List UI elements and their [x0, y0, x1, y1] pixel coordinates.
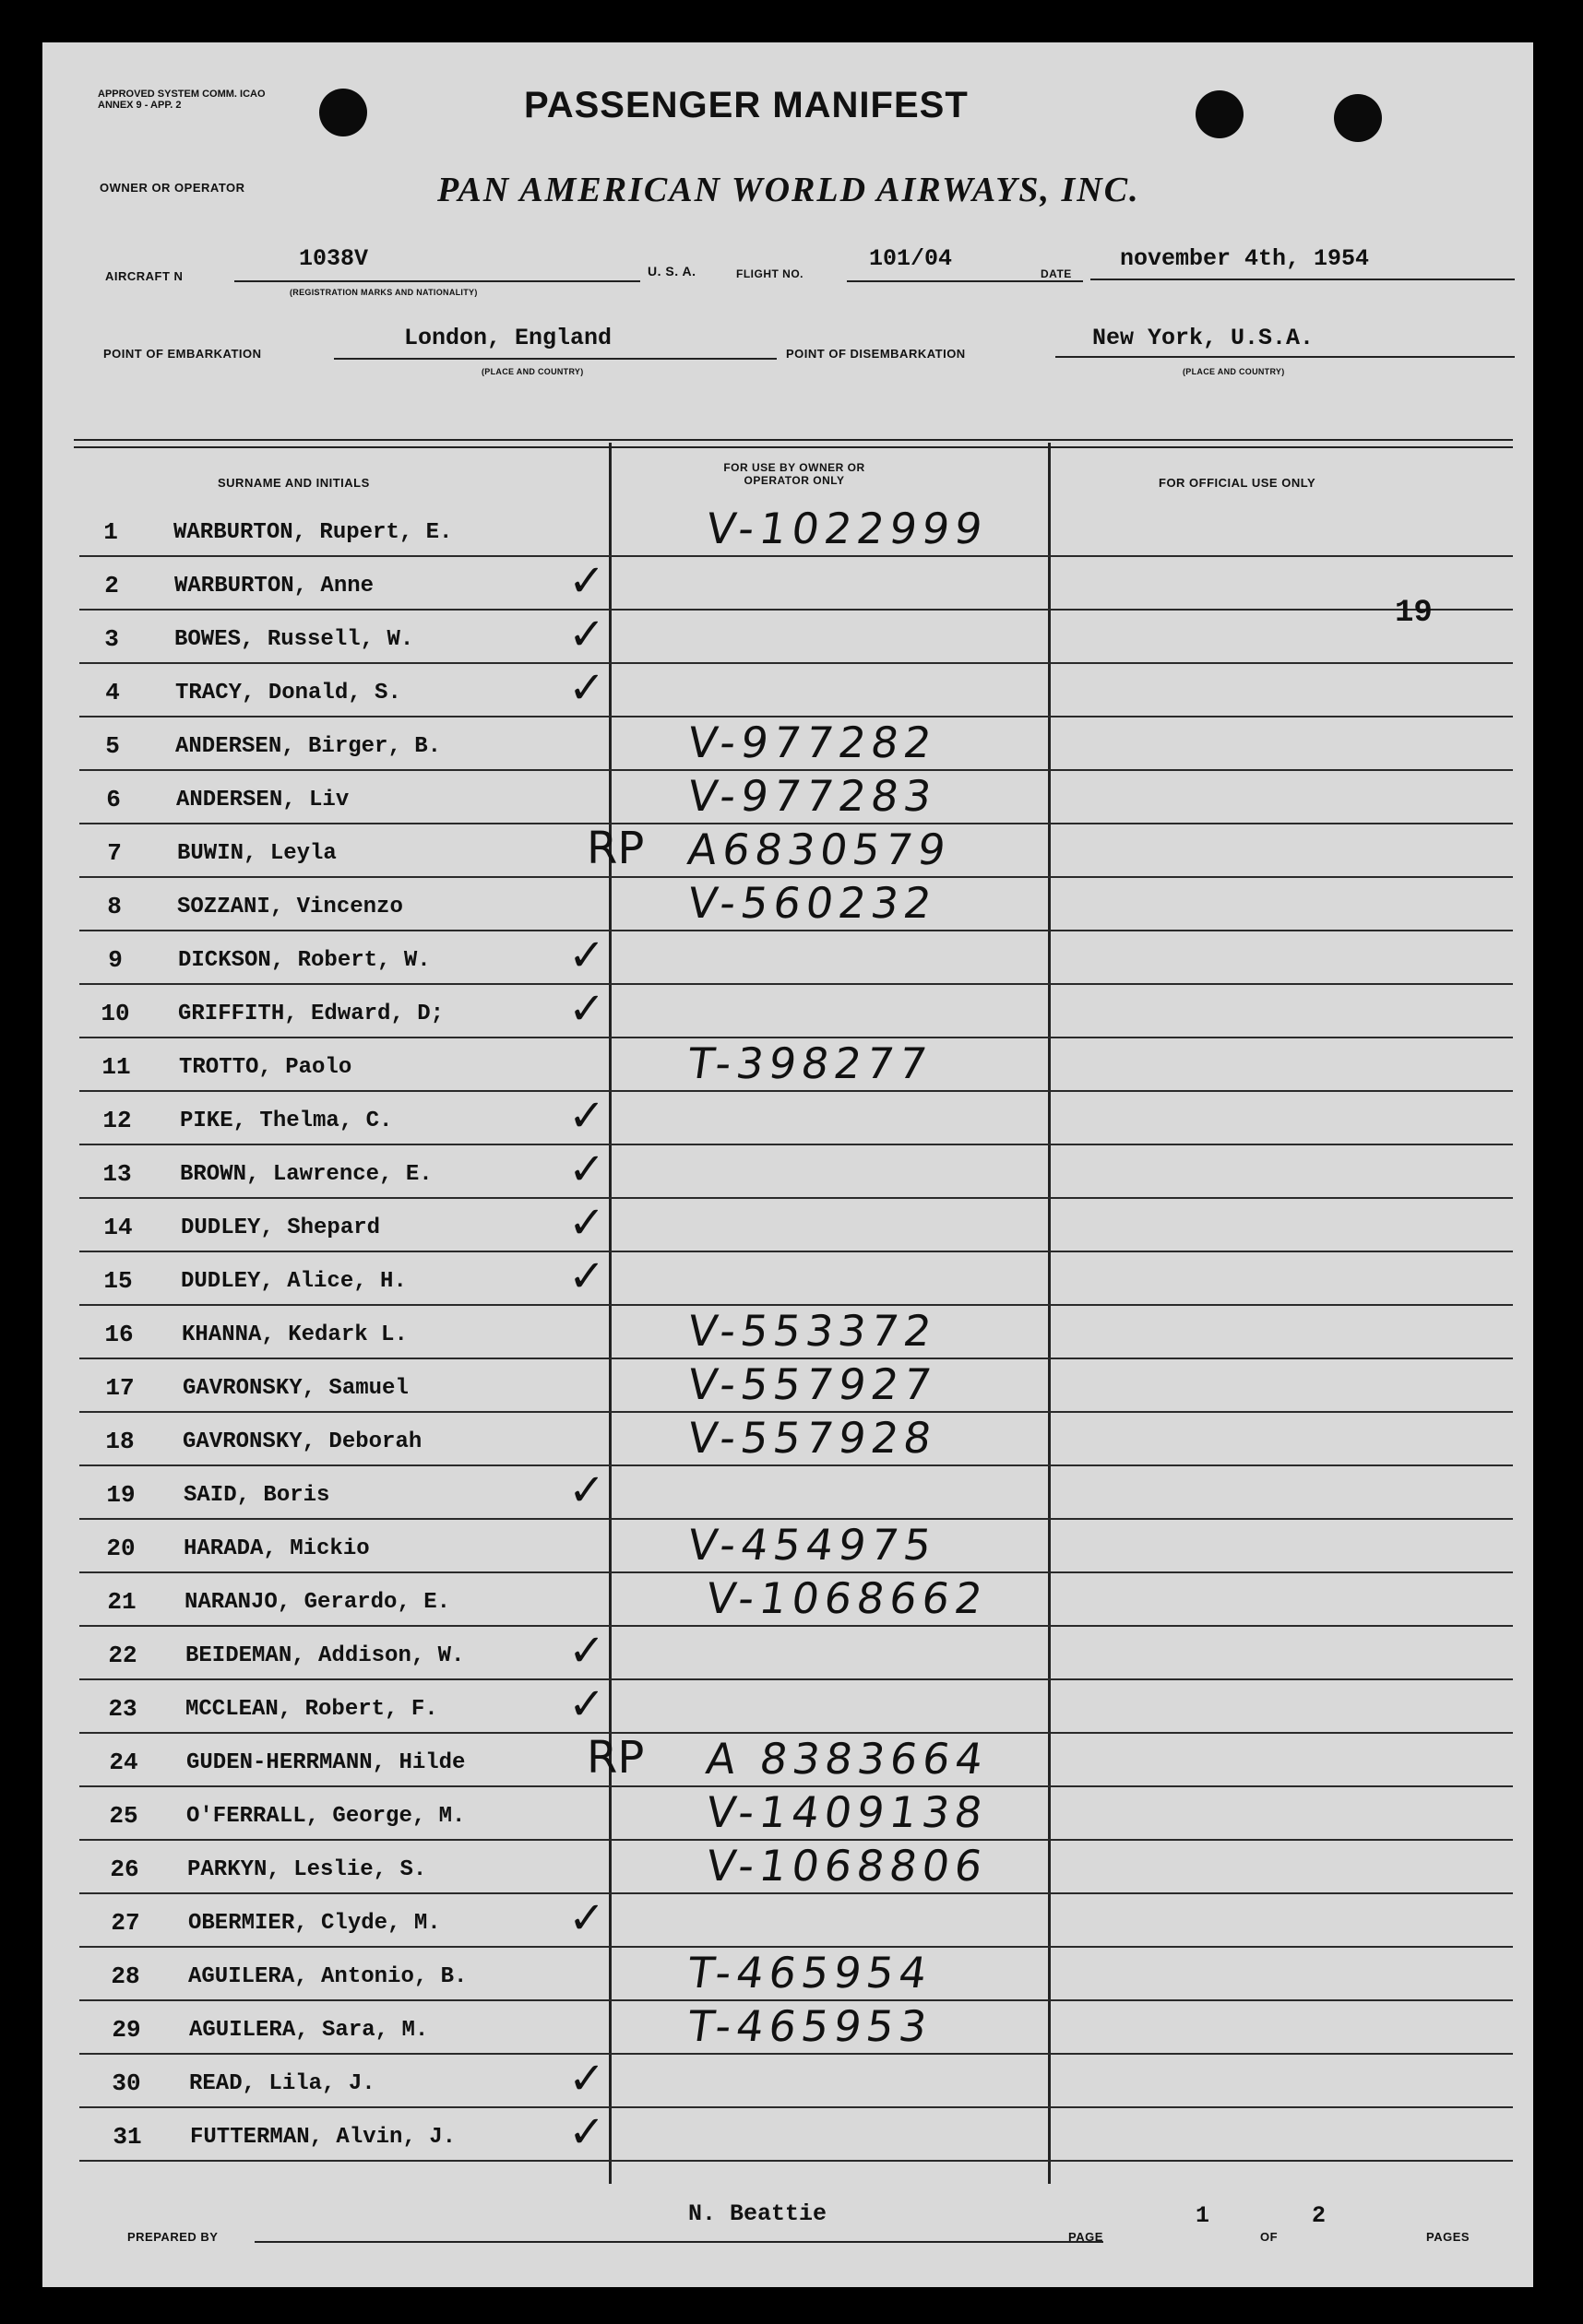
- passenger-name: WARBURTON, Rupert, E.: [173, 520, 453, 545]
- passport-number: V-1022999: [703, 504, 992, 553]
- passenger-number: 20: [106, 1535, 136, 1562]
- col-official-header: FOR OFFICIAL USE ONLY: [1159, 476, 1316, 490]
- aircraft-number: 1038V: [299, 245, 369, 272]
- row-rule: [79, 983, 1513, 985]
- passenger-number: 11: [101, 1053, 131, 1081]
- check-mark-icon: ✓: [568, 1090, 606, 1142]
- passenger-number: 24: [109, 1749, 138, 1776]
- rp-annotation: RP: [587, 1732, 645, 1784]
- passenger-number: 6: [106, 786, 121, 813]
- check-mark-icon: ✓: [568, 1251, 606, 1302]
- row-rule: [79, 1625, 1513, 1627]
- passenger-number: 27: [111, 1909, 140, 1937]
- disembarkation-label: POINT OF DISEMBARKATION: [786, 347, 966, 361]
- passenger-name: PIKE, Thelma, C.: [180, 1109, 393, 1133]
- rp-annotation: RP: [587, 823, 645, 874]
- passenger-number: 15: [103, 1267, 133, 1295]
- row-rule: [79, 1892, 1513, 1894]
- passenger-number: 9: [108, 946, 123, 974]
- airline-name: PAN AMERICAN WORLD AIRWAYS, INC.: [437, 171, 1140, 209]
- passenger-number: 8: [107, 893, 122, 920]
- passport-number: V-553372: [684, 1306, 940, 1356]
- prepared-by-name: N. Beattie: [688, 2200, 827, 2227]
- passenger-name: GAVRONSKY, Deborah: [183, 1429, 423, 1454]
- owner-label: OWNER OR OPERATOR: [100, 181, 245, 195]
- passenger-number: 7: [107, 839, 122, 867]
- row-rule: [79, 662, 1513, 664]
- row-rule: [79, 1090, 1513, 1092]
- check-mark-icon: ✓: [568, 1625, 606, 1677]
- passport-number: V-1068662: [703, 1573, 992, 1623]
- row-rule: [79, 1197, 1513, 1199]
- row-rule: [79, 2106, 1513, 2108]
- date-label: DATE: [1041, 267, 1072, 280]
- punch-hole-right-2: [1334, 94, 1382, 142]
- passenger-number: 3: [104, 625, 119, 653]
- passenger-name: TROTTO, Paolo: [179, 1055, 352, 1080]
- check-mark-icon: ✓: [568, 1892, 606, 1944]
- aircraft-label: AIRCRAFT N: [105, 269, 184, 283]
- prepared-by-label: PREPARED BY: [127, 2230, 219, 2244]
- passenger-name: GRIFFITH, Edward, D;: [178, 1002, 445, 1026]
- passenger-name: BOWES, Russell, W.: [174, 627, 414, 652]
- of-label: OF: [1260, 2230, 1279, 2244]
- check-mark-icon: ✓: [568, 930, 606, 981]
- passenger-name: HARADA, Mickio: [184, 1536, 370, 1561]
- passenger-name: ANDERSEN, Birger, B.: [175, 734, 442, 759]
- passport-number: V-454975: [684, 1520, 940, 1570]
- official-count: 19: [1395, 596, 1433, 631]
- passport-number: V-560232: [684, 878, 940, 928]
- passenger-name: BUWIN, Leyla: [177, 841, 337, 866]
- passenger-number: 5: [105, 732, 120, 760]
- passenger-name: AGUILERA, Antonio, B.: [188, 1964, 468, 1989]
- passenger-name: DUDLEY, Shepard: [181, 1215, 381, 1240]
- check-mark-icon: ✓: [568, 1144, 606, 1195]
- passport-number: V-1409138: [703, 1787, 992, 1837]
- passenger-name: READ, Lila, J.: [189, 2071, 375, 2096]
- column-divider-2: [1048, 443, 1051, 2184]
- row-rule: [79, 1678, 1513, 1680]
- passenger-number: 31: [113, 2123, 142, 2151]
- passport-number: V-557927: [684, 1359, 940, 1409]
- passenger-number: 28: [111, 1962, 140, 1990]
- check-mark-icon: ✓: [568, 609, 606, 660]
- check-mark-icon: ✓: [568, 1464, 606, 1516]
- page-label: PAGE: [1068, 2230, 1103, 2244]
- passenger-name: SOZZANI, Vincenzo: [177, 895, 403, 919]
- passenger-name: ANDERSEN, Liv: [176, 788, 350, 812]
- row-rule: [79, 1144, 1513, 1145]
- passenger-number: 23: [108, 1695, 137, 1723]
- passenger-name: AGUILERA, Sara, M.: [189, 2018, 429, 2043]
- check-mark-icon: ✓: [568, 1678, 606, 1730]
- passenger-number: 2: [104, 572, 119, 599]
- passenger-name: WARBURTON, Anne: [174, 574, 375, 599]
- embarkation-note: (PLACE AND COUNTRY): [482, 367, 584, 376]
- passenger-number: 14: [103, 1214, 133, 1241]
- flight-date: november 4th, 1954: [1120, 245, 1370, 272]
- passenger-number: 12: [102, 1107, 132, 1134]
- passport-number: V-977282: [684, 717, 940, 767]
- row-rule: [79, 930, 1513, 931]
- passenger-number: 26: [110, 1856, 139, 1883]
- passenger-number: 21: [107, 1588, 137, 1616]
- pages-label: PAGES: [1426, 2230, 1470, 2244]
- passenger-number: 30: [112, 2069, 141, 2097]
- passenger-name: NARANJO, Gerardo, E.: [184, 1590, 451, 1615]
- manifest-sheet: [42, 42, 1533, 2287]
- row-rule: [79, 2160, 1513, 2162]
- row-rule: [79, 609, 1513, 611]
- passenger-name: SAID, Boris: [184, 1483, 330, 1508]
- page-title: PASSENGER MANIFEST: [524, 85, 969, 125]
- passenger-name: PARKYN, Leslie, S.: [187, 1857, 427, 1882]
- col-surname-header: SURNAME AND INITIALS: [218, 476, 370, 490]
- row-rule: [79, 2053, 1513, 2055]
- embarkation-place: London, England: [404, 325, 613, 351]
- column-divider-1: [609, 443, 612, 2184]
- passenger-name: DICKSON, Robert, W.: [178, 948, 431, 973]
- passenger-number: 22: [108, 1642, 137, 1669]
- passenger-number: 4: [105, 679, 120, 706]
- flight-number: 101/04: [869, 245, 953, 272]
- registration-note: (REGISTRATION MARKS AND NATIONALITY): [290, 288, 478, 297]
- passenger-name: GUDEN-HERRMANN, Hilde: [186, 1750, 466, 1775]
- passport-number: T-398277: [684, 1038, 935, 1088]
- passport-number: T-465953: [684, 2001, 935, 2051]
- punch-hole-left: [319, 89, 367, 136]
- page-number: 1: [1196, 2202, 1210, 2229]
- passenger-number: 29: [112, 2016, 141, 2044]
- passenger-number: 18: [105, 1428, 135, 1455]
- approval-note: APPROVED SYSTEM COMM. ICAO ANNEX 9 - APP. 2: [98, 89, 266, 111]
- passport-number: V-557928: [684, 1413, 940, 1463]
- passenger-name: OBERMIER, Clyde, M.: [188, 1911, 441, 1936]
- passenger-name: DUDLEY, Alice, H.: [181, 1269, 407, 1294]
- passport-number: V-977283: [684, 771, 940, 821]
- check-mark-icon: ✓: [568, 2053, 606, 2105]
- row-rule: [79, 1464, 1513, 1466]
- passenger-name: O'FERRALL, George, M.: [186, 1804, 466, 1829]
- check-mark-icon: ✓: [568, 662, 606, 714]
- passenger-number: 19: [106, 1481, 136, 1509]
- passenger-name: TRACY, Donald, S.: [175, 681, 401, 706]
- usa-label: U. S. A.: [648, 264, 696, 279]
- passenger-name: BROWN, Lawrence, E.: [180, 1162, 433, 1187]
- passenger-name: KHANNA, Kedark L.: [182, 1322, 408, 1347]
- passenger-name: GAVRONSKY, Samuel: [183, 1376, 409, 1401]
- passenger-name: FUTTERMAN, Alvin, J.: [190, 2125, 457, 2150]
- col-owner-header: FOR USE BY OWNER OR OPERATOR ONLY: [723, 461, 865, 487]
- passenger-name: MCCLEAN, Robert, F.: [185, 1697, 438, 1722]
- passenger-number: 17: [105, 1374, 135, 1402]
- check-mark-icon: ✓: [568, 555, 606, 607]
- disembarkation-place: New York, U.S.A.: [1092, 325, 1315, 351]
- page-total: 2: [1312, 2202, 1327, 2229]
- check-mark-icon: ✓: [568, 1197, 606, 1249]
- row-rule: [79, 1251, 1513, 1252]
- punch-hole-right-1: [1196, 90, 1244, 138]
- passenger-number: 16: [104, 1321, 134, 1348]
- embarkation-label: POINT OF EMBARKATION: [103, 347, 262, 361]
- passport-number: T-465954: [684, 1948, 935, 1998]
- passport-number: A6830579: [684, 824, 955, 874]
- passenger-number: 10: [101, 1000, 130, 1027]
- check-mark-icon: ✓: [568, 2106, 606, 2158]
- passenger-name: BEIDEMAN, Addison, W.: [185, 1643, 465, 1668]
- passenger-number: 1: [103, 518, 118, 546]
- flight-label: FLIGHT NO.: [736, 267, 803, 280]
- passport-number: V-1068806: [703, 1841, 992, 1891]
- check-mark-icon: ✓: [568, 983, 606, 1035]
- passport-number: A 8383664: [703, 1734, 992, 1784]
- passenger-number: 25: [109, 1802, 138, 1830]
- row-rule: [79, 555, 1513, 557]
- passenger-number: 13: [102, 1160, 132, 1188]
- disembarkation-note: (PLACE AND COUNTRY): [1183, 367, 1285, 376]
